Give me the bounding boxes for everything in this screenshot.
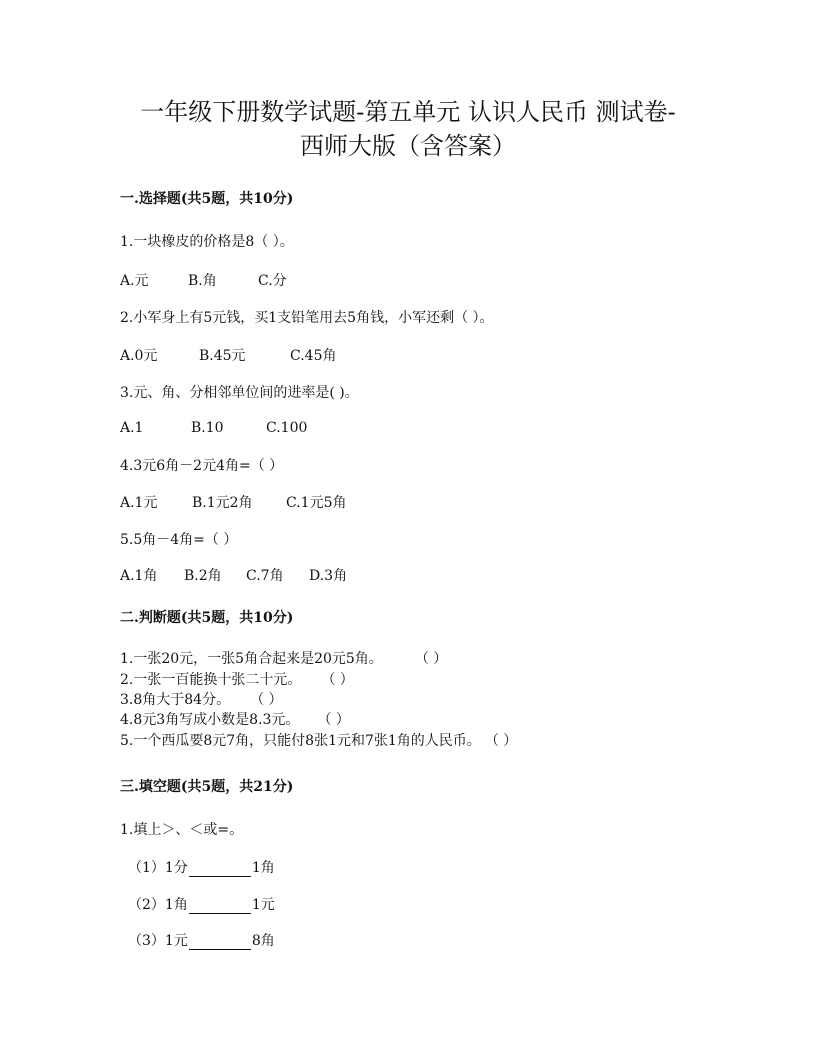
option: D.3角 (309, 568, 348, 584)
judge-item-text: 3.8角大于84分。 (120, 692, 231, 708)
section-heading-fill: 三.填空题(共5题，共21分) (120, 779, 294, 795)
option: B.1元2角 (192, 495, 253, 511)
right-value: 8角 (251, 933, 275, 949)
judge-item (120, 670, 354, 690)
answer-blank[interactable] (189, 899, 251, 914)
question-text: 2.小军身上有5元钱，买1支铅笔用去5角钱，小军还剩（ ）。 (120, 310, 494, 326)
judge-item-text: 2.一张一百能换十张二十元。 (120, 672, 302, 688)
answer-paren: （ ） (321, 672, 354, 688)
left-value: 1角 (164, 897, 188, 913)
row-number: （2） (128, 897, 165, 913)
judge-item-text: 5.一个西瓜要8元7角，只能付8张1元和7张1角的人民币。 (120, 733, 481, 749)
section-heading-choice: 一.选择题(共5题，共10分) (120, 191, 294, 207)
judge-item (120, 690, 283, 710)
option: C.分 (258, 273, 287, 289)
option: B.角 (188, 273, 217, 289)
right-value: 1元 (251, 897, 275, 913)
question-text: 5.5角－4角=（ ） (120, 532, 238, 548)
document-title-line1: 一年级下册数学试题-第五单元 认识人民币 测试卷- (140, 98, 676, 126)
answer-blank[interactable] (189, 935, 251, 950)
document-title-line2: 西师大版（含答案） (300, 132, 516, 160)
section-heading-judge: 二.判断题(共5题，共10分) (120, 610, 294, 626)
judge-item (120, 710, 350, 730)
fill-row (128, 857, 275, 877)
left-value: 1分 (164, 860, 188, 876)
judge-item-text: 4.8元3角写成小数是8.3元。 (120, 712, 300, 728)
answer-blank[interactable] (189, 862, 251, 877)
option: B.10 (191, 420, 224, 436)
option: C.7角 (246, 568, 284, 584)
left-value: 1元 (164, 933, 188, 949)
option: B.45元 (199, 348, 246, 364)
answer-paren: （ ） (250, 692, 283, 708)
option: C.100 (266, 420, 308, 436)
option: C.1元5角 (286, 495, 347, 511)
question-text: 1.填上＞、＜或=。 (120, 822, 244, 838)
answer-paren: （ ） (414, 651, 448, 667)
question-text: 3.元、角、分相邻单位间的进率是( )。 (120, 385, 359, 401)
option: A.0元 (120, 348, 158, 364)
option: A.1角 (120, 568, 158, 584)
row-number: （1） (128, 860, 165, 876)
question-text: 1.一块橡皮的价格是8（ ）。 (120, 234, 294, 250)
row-number: （3） (128, 933, 165, 949)
judge-item (120, 731, 517, 751)
answer-paren: （ ） (317, 712, 350, 728)
fill-row (128, 894, 275, 914)
right-value: 1角 (251, 860, 275, 876)
answer-paren: （ ） (484, 733, 518, 749)
option: A.元 (120, 273, 149, 289)
fill-row (128, 930, 275, 950)
option: B.2角 (184, 568, 222, 584)
judge-item (120, 649, 447, 669)
question-text: 4.3元6角－2元4角=（ ） (120, 458, 284, 474)
option: A.1元 (120, 495, 158, 511)
option: C.45角 (290, 348, 337, 364)
judge-item-text: 1.一张20元，一张5角合起来是20元5角。 (120, 651, 383, 667)
option: A.1 (120, 420, 144, 436)
